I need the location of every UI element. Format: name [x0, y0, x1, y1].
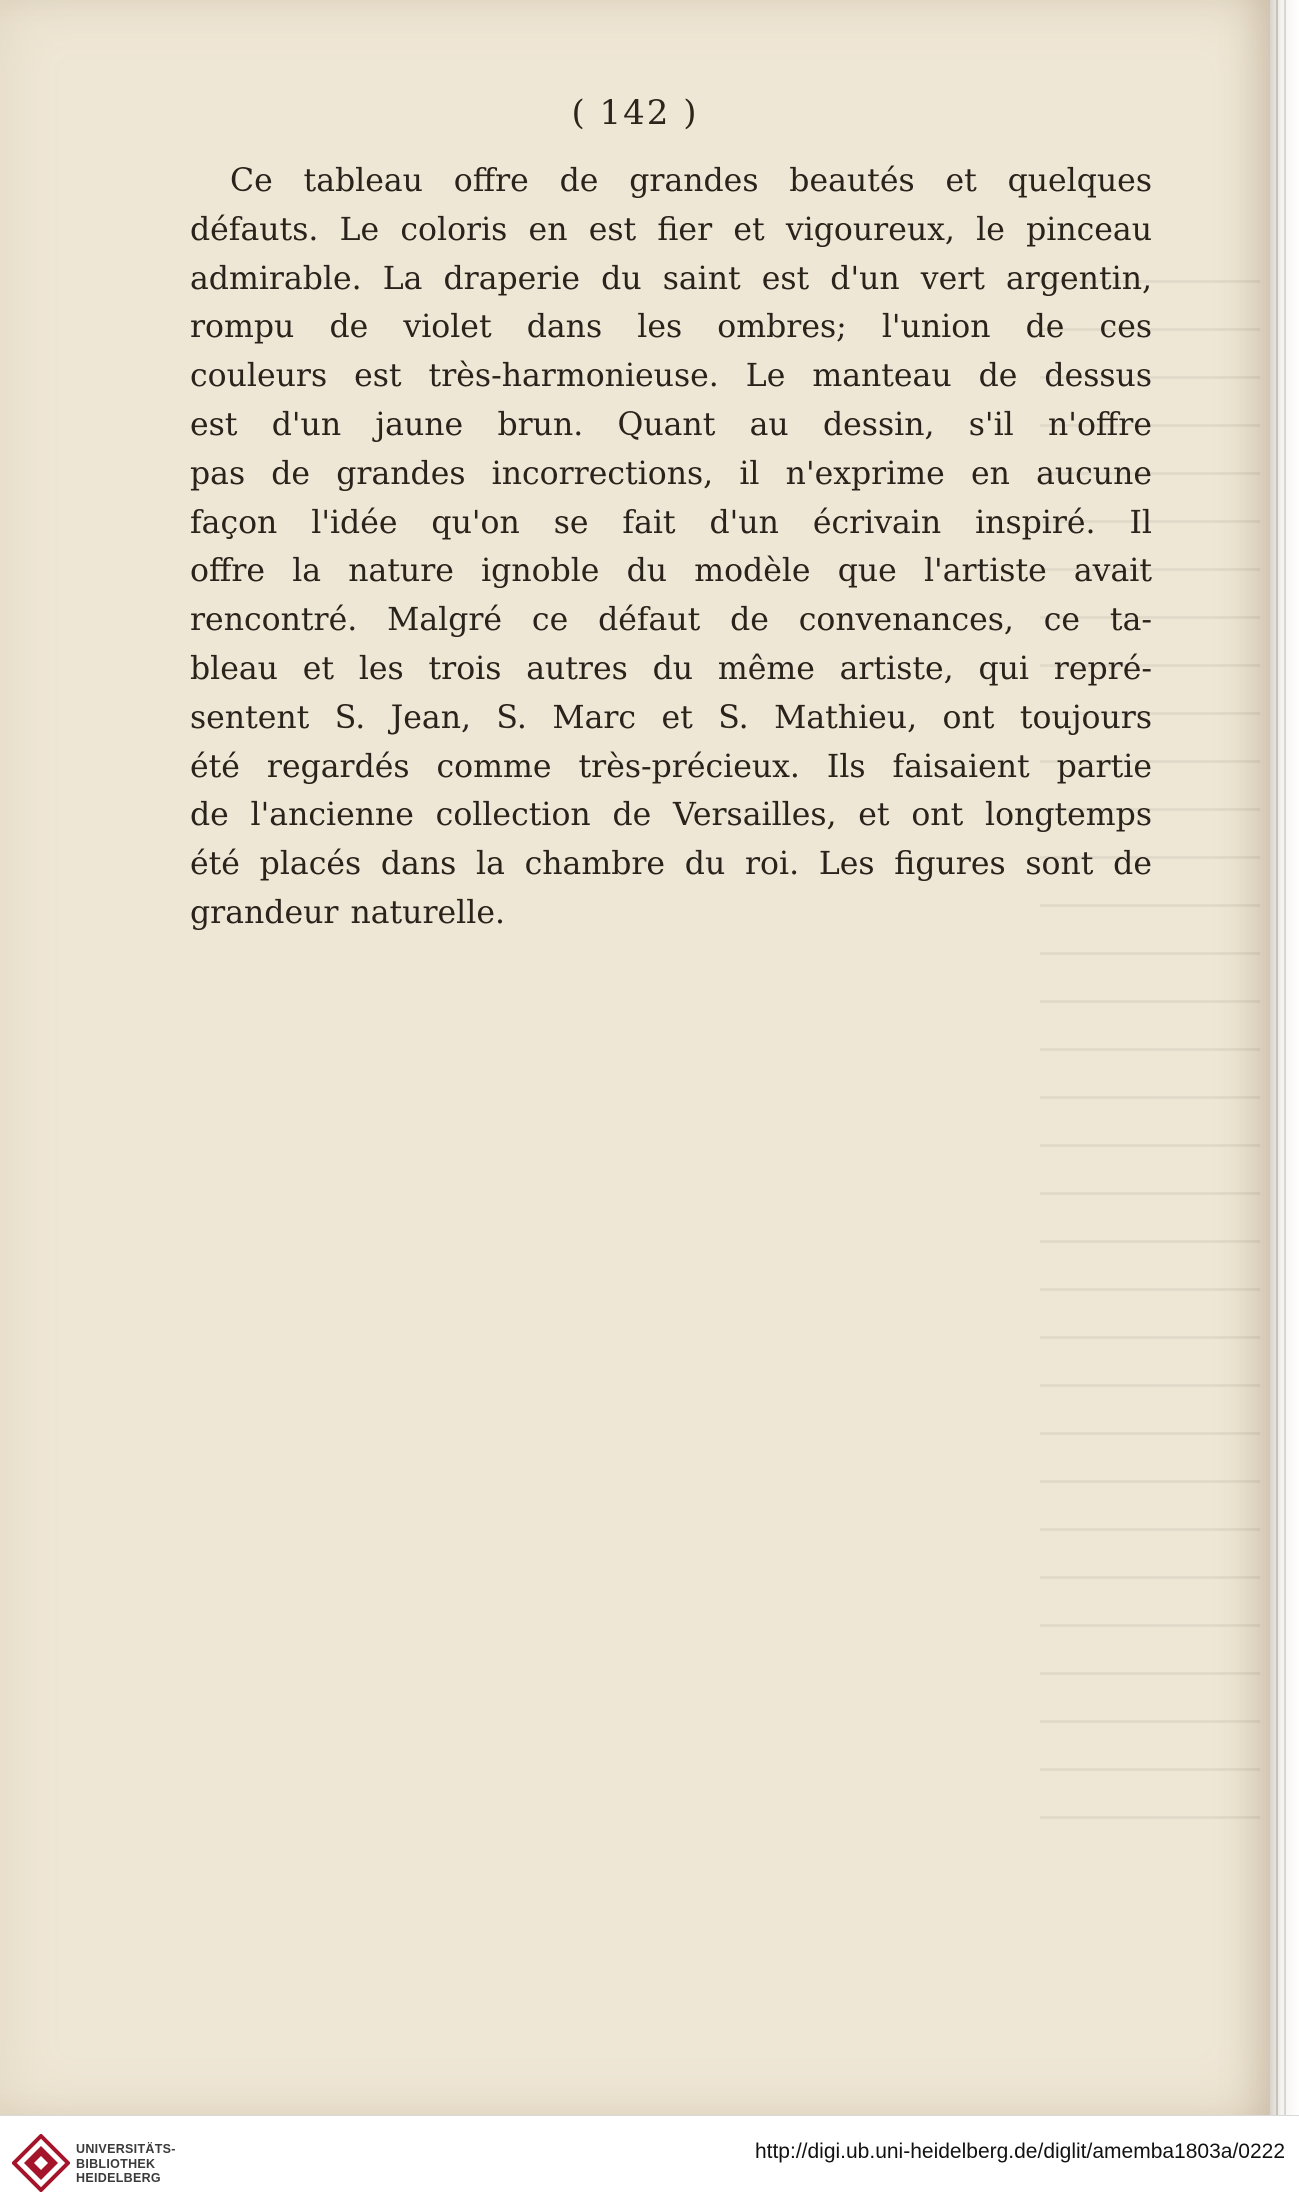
text-line: sentent S. Jean, S. Marc et S. Mathieu, ont toujours [190, 699, 1152, 736]
text-line: couleurs est très-harmonieuse. Le manteau de dessus [190, 358, 1152, 395]
text-line: bleau et les trois autres du même artiste, qui repré- [190, 650, 1152, 687]
logo-line: HEIDELBERG [76, 2171, 161, 2185]
text-line: grandeur naturelle. [190, 894, 505, 931]
text-line: pas de grandes incorrections, il n'exprime en aucune [190, 455, 1152, 492]
text-line: admirable. La draperie du saint est d'un vert argentin, [190, 260, 1152, 297]
page-edge [1270, 0, 1299, 2115]
page-number: ( 142 ) [571, 93, 699, 133]
text-line: est d'un jaune brun. Quant au dessin, s'il n'offre [190, 406, 1152, 443]
text-line: défauts. Le coloris en est fier et vigoureux, le pinceau [190, 211, 1152, 248]
text-line: de l'ancienne collection de Versailles, et ont longtemps [190, 797, 1152, 834]
page-edge-line [1284, 0, 1286, 2115]
logo-line: UNIVERSITÄTS- [76, 2142, 176, 2156]
logo-line: BIBLIOTHEK [76, 2156, 156, 2171]
page-edge-line [1276, 0, 1278, 2115]
footer-bar [0, 2115, 1299, 2210]
library-logo-icon [12, 2134, 70, 2192]
source-url[interactable]: http://digi.ub.uni-heidelberg.de/diglit/amemba1803a/0222 [754, 2140, 1285, 2163]
text-line: été placés dans la chambre du roi. Les figures sont de [190, 846, 1152, 883]
text-line: été regardés comme très-précieux. Ils faisaient partie [190, 748, 1152, 785]
text-line: rencontré. Malgré ce défaut de convenances, ce ta- [190, 602, 1152, 639]
text-line: façon l'idée qu'on se fait d'un écrivain inspiré. Il [190, 504, 1152, 541]
library-logo-text [76, 2142, 176, 2186]
text-line: offre la nature ignoble du modèle que l'artiste avait [190, 553, 1152, 590]
body-text [190, 157, 1152, 938]
text-line: rompu de violet dans les ombres; l'union de ces [190, 309, 1152, 346]
text-line: Ce tableau offre de grandes beautés et quelques [230, 163, 1152, 199]
